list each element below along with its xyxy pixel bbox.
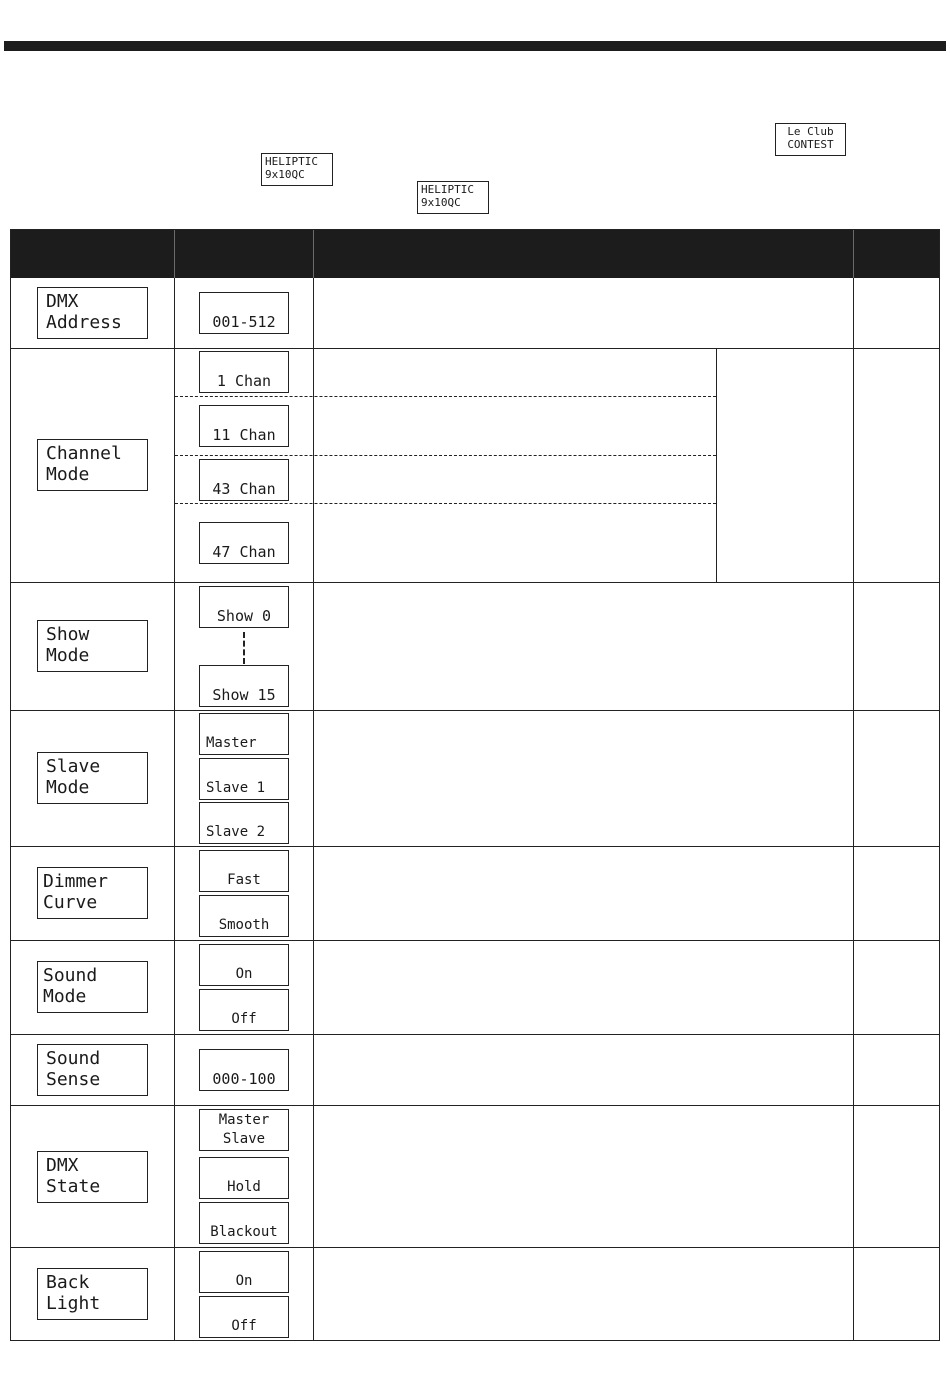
le-club-contest-lcd: Le Club CONTEST xyxy=(775,123,846,156)
option-master-slave: Master Slave xyxy=(199,1109,289,1151)
option-show-0: Show 0 xyxy=(199,586,289,628)
menu-dimmer-curve: Dimmer Curve xyxy=(37,867,148,919)
option-show-15: Show 15 xyxy=(199,665,289,707)
option-fast: Fast xyxy=(199,850,289,892)
menu-slave-mode: Slave Mode xyxy=(37,752,148,804)
option-blackout: Blackout xyxy=(199,1202,289,1244)
option-001-512: 001-512 xyxy=(199,292,289,334)
menu-sound-sense: Sound Sense xyxy=(37,1044,148,1096)
option-sound-on: On xyxy=(199,944,289,986)
menu-show-mode: Show Mode xyxy=(37,620,148,672)
menu-table xyxy=(10,229,940,1341)
option-sound-off: Off xyxy=(199,989,289,1031)
option-hold: Hold xyxy=(199,1157,289,1199)
heliptic-lcd-1: HELIPTIC 9x10QC xyxy=(261,153,333,186)
option-11-chan: 11 Chan xyxy=(199,405,289,447)
option-slave-2: Slave 2 xyxy=(199,802,289,844)
option-1-chan: 1 Chan xyxy=(199,351,289,393)
header-rule xyxy=(4,41,946,51)
show-range-dots xyxy=(243,632,245,664)
heliptic-lcd-2: HELIPTIC 9x10QC xyxy=(417,181,489,214)
option-smooth: Smooth xyxy=(199,895,289,937)
menu-back-light: Back Light xyxy=(37,1268,148,1320)
option-47-chan: 47 Chan xyxy=(199,522,289,564)
table-header xyxy=(11,230,939,278)
option-000-100: 000-100 xyxy=(199,1049,289,1091)
option-master: Master xyxy=(199,713,289,755)
menu-channel-mode: Channel Mode xyxy=(37,439,148,491)
option-backlight-off: Off xyxy=(199,1296,289,1338)
menu-sound-mode: Sound Mode xyxy=(37,961,148,1013)
menu-dmx-address: DMX Address xyxy=(37,287,148,339)
option-backlight-on: On xyxy=(199,1251,289,1293)
option-43-chan: 43 Chan xyxy=(199,459,289,501)
option-slave-1: Slave 1 xyxy=(199,758,289,800)
menu-dmx-state: DMX State xyxy=(37,1151,148,1203)
